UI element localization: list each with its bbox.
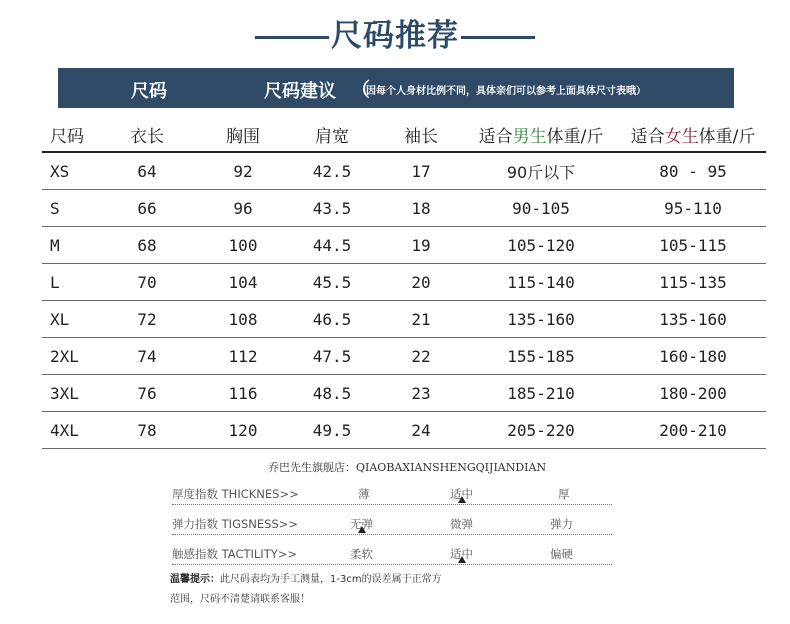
banner-suggest-label: 尺码建议 — [264, 81, 336, 102]
cell-chest: 100 — [202, 227, 284, 264]
cell-sleeve: 20 — [380, 264, 462, 301]
elasticity-scale — [172, 516, 612, 538]
cell-male-weight: 90斤以下 — [462, 152, 620, 190]
cell-length: 70 — [92, 264, 202, 301]
female-header-key: 女生 — [664, 126, 699, 147]
cell-male-weight: 155-185 — [462, 338, 620, 375]
cell-length: 68 — [92, 227, 202, 264]
header-length: 衣长 — [92, 117, 202, 152]
thickness-label: 厚度指数 THICKNES>> — [172, 487, 299, 501]
cell-length: 66 — [92, 190, 202, 227]
thickness-option-thick: 厚 — [558, 487, 570, 501]
male-header-key: 男生 — [512, 126, 547, 147]
thickness-dotted-line — [172, 504, 612, 505]
cell-chest: 120 — [202, 412, 284, 449]
warm-tip-label: 温馨提示： — [170, 574, 220, 585]
warm-tip-line-1 — [170, 570, 442, 590]
cell-length: 72 — [92, 301, 202, 338]
cell-sleeve: 24 — [380, 412, 462, 449]
table-row — [42, 227, 766, 264]
cell-female-weight: 180-200 — [620, 375, 766, 412]
cell-female-weight: 115-135 — [620, 264, 766, 301]
header-size: 尺码 — [42, 117, 92, 152]
size-title — [0, 10, 790, 55]
banner-size-label: 尺码 — [131, 81, 167, 102]
cell-size: 3XL — [42, 375, 92, 412]
cell-size: M — [42, 227, 92, 264]
header-shoulder: 肩宽 — [284, 117, 380, 152]
cell-size: 2XL — [42, 338, 92, 375]
store-name: 乔巴先生旗舰店：QIAOBAXIANSHENGQIJIANDIAN — [268, 461, 547, 474]
elasticity-marker-icon — [358, 526, 366, 533]
table-row — [42, 338, 766, 375]
cell-sleeve: 21 — [380, 301, 462, 338]
cell-female-weight: 80 - 95 — [620, 152, 766, 190]
tactility-option-hard: 偏硬 — [550, 547, 573, 561]
warm-tip — [170, 570, 442, 610]
table-row — [42, 264, 766, 301]
cell-shoulder: 44.5 — [284, 227, 380, 264]
banner-paren: （ — [351, 79, 371, 101]
tactility-option-medium: 适中 — [450, 547, 473, 561]
female-header-pre: 适合 — [630, 126, 665, 147]
male-header-pre: 适合 — [478, 126, 513, 147]
thickness-option-thin: 薄 — [358, 487, 370, 501]
table-row — [42, 152, 766, 190]
header-female-weight — [620, 117, 766, 152]
warm-tip-text-2: 范围，尺码不清楚请联系客服！ — [170, 594, 310, 605]
cell-shoulder: 47.5 — [284, 338, 380, 375]
cell-chest: 92 — [202, 152, 284, 190]
tactility-option-soft: 柔软 — [350, 547, 373, 561]
thickness-scale — [172, 486, 612, 508]
elasticity-option-slight: 微弹 — [450, 517, 473, 531]
cell-sleeve: 22 — [380, 338, 462, 375]
cell-female-weight: 95-110 — [620, 190, 766, 227]
cell-size: L — [42, 264, 92, 301]
cell-length: 74 — [92, 338, 202, 375]
cell-length: 76 — [92, 375, 202, 412]
elasticity-option-none: 无弹 — [350, 517, 373, 531]
tactility-scale — [172, 546, 612, 568]
title-dash-right — [461, 36, 535, 39]
title-dash-left — [255, 36, 329, 39]
cell-shoulder: 42.5 — [284, 152, 380, 190]
cell-chest: 112 — [202, 338, 284, 375]
female-header-post: 体重/斤 — [698, 126, 756, 147]
cell-chest: 108 — [202, 301, 284, 338]
cell-size: XL — [42, 301, 92, 338]
cell-female-weight: 160-180 — [620, 338, 766, 375]
title-text: 尺码推荐 — [331, 18, 459, 54]
size-table — [42, 117, 766, 449]
banner-note: 因每个人身材比例不同，具体亲们可以参考上面具体尺寸表哦） — [366, 86, 646, 97]
tactility-marker-icon — [458, 556, 466, 563]
cell-sleeve: 17 — [380, 152, 462, 190]
tactility-label: 触感指数 TACTILITY>> — [172, 547, 298, 561]
cell-shoulder: 49.5 — [284, 412, 380, 449]
elasticity-option-stretch: 弹力 — [550, 517, 573, 531]
elasticity-dotted-line — [172, 534, 612, 535]
cell-sleeve: 18 — [380, 190, 462, 227]
cell-shoulder: 48.5 — [284, 375, 380, 412]
header-sleeve: 袖长 — [380, 117, 462, 152]
cell-size: S — [42, 190, 92, 227]
cell-sleeve: 19 — [380, 227, 462, 264]
table-row — [42, 190, 766, 227]
tactility-dotted-line — [172, 564, 612, 565]
cell-size: XS — [42, 152, 92, 190]
table-header-row — [42, 117, 766, 152]
cell-chest: 104 — [202, 264, 284, 301]
cell-shoulder: 45.5 — [284, 264, 380, 301]
cell-sleeve: 23 — [380, 375, 462, 412]
table-row — [42, 375, 766, 412]
cell-chest: 96 — [202, 190, 284, 227]
cell-female-weight: 200-210 — [620, 412, 766, 449]
cell-shoulder: 46.5 — [284, 301, 380, 338]
thickness-option-medium: 适中 — [450, 487, 473, 501]
cell-male-weight: 105-120 — [462, 227, 620, 264]
cell-size: 4XL — [42, 412, 92, 449]
cell-female-weight: 105-115 — [620, 227, 766, 264]
cell-male-weight: 115-140 — [462, 264, 620, 301]
cell-length: 78 — [92, 412, 202, 449]
male-header-post: 体重/斤 — [546, 126, 604, 147]
cell-shoulder: 43.5 — [284, 190, 380, 227]
elasticity-label: 弹力指数 TIGSNESS>> — [172, 517, 299, 531]
header-banner — [58, 68, 734, 108]
cell-male-weight: 135-160 — [462, 301, 620, 338]
table-row — [42, 301, 766, 338]
header-chest: 胸围 — [202, 117, 284, 152]
cell-male-weight: 185-210 — [462, 375, 620, 412]
header-male-weight — [462, 117, 620, 152]
cell-chest: 116 — [202, 375, 284, 412]
cell-female-weight: 135-160 — [620, 301, 766, 338]
cell-male-weight: 205-220 — [462, 412, 620, 449]
table-row — [42, 412, 766, 449]
cell-male-weight: 90-105 — [462, 190, 620, 227]
thickness-marker-icon — [458, 496, 466, 503]
warm-tip-text-1: 此尺码表均为手工测量，1-3cm的误差属于正常方 — [220, 574, 442, 585]
cell-length: 64 — [92, 152, 202, 190]
